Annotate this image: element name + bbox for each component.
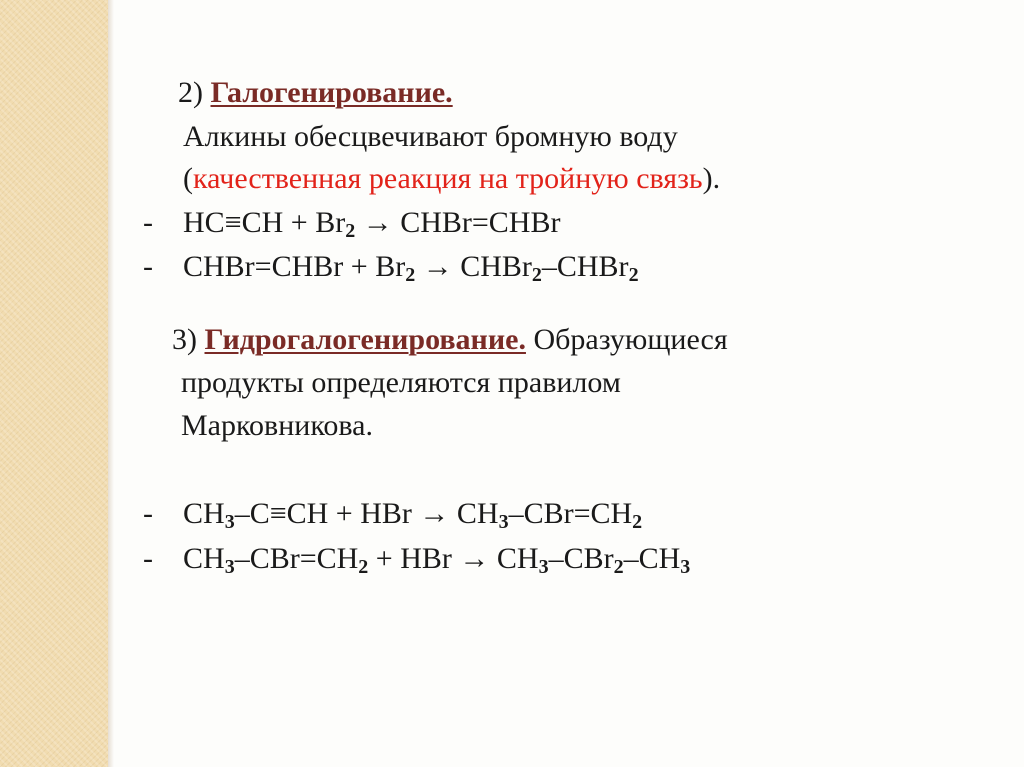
formula-part: CHBr=CHBr + Br bbox=[183, 250, 406, 283]
section2-heading: Галогенирование. bbox=[210, 76, 453, 109]
list-dash: - bbox=[143, 542, 153, 575]
reaction-equation bbox=[183, 497, 642, 531]
subscript: 3 bbox=[680, 556, 691, 578]
paren-open: ( bbox=[183, 162, 193, 195]
paren-close: ). bbox=[702, 162, 721, 195]
section2-text-line2 bbox=[183, 162, 720, 196]
section2-title-line bbox=[178, 76, 453, 110]
subscript: 2 bbox=[531, 264, 542, 286]
side-band-shadow bbox=[108, 0, 114, 767]
section2-number: 2) bbox=[178, 76, 211, 109]
subscript: 2 bbox=[405, 264, 416, 286]
section3-text-line2: продукты определяются правилом bbox=[181, 366, 621, 399]
formula-part: –CHBr bbox=[541, 250, 629, 283]
section3-title-line bbox=[172, 323, 728, 357]
subscript: 2 bbox=[632, 511, 643, 533]
formula-part: + HBr → CH bbox=[368, 542, 539, 575]
section3-text-line3: Марковникова. bbox=[181, 409, 373, 442]
section3-number: 3) bbox=[172, 323, 205, 356]
reaction-row bbox=[143, 206, 153, 240]
subscript: 3 bbox=[224, 511, 235, 533]
subscript: 3 bbox=[498, 511, 509, 533]
subscript: 2 bbox=[345, 220, 356, 242]
list-dash: - bbox=[143, 497, 153, 530]
decorative-side-band bbox=[0, 0, 108, 767]
list-dash: - bbox=[143, 250, 153, 283]
qualitative-reaction-note: качественная реакция на тройную связь bbox=[193, 162, 703, 195]
subscript: 3 bbox=[538, 556, 549, 578]
formula-part: CH bbox=[183, 497, 225, 530]
subscript: 2 bbox=[613, 556, 624, 578]
section3-heading: Гидрогалогенирование. bbox=[204, 323, 526, 356]
formula-part: –CH bbox=[623, 542, 681, 575]
subscript: 3 bbox=[224, 556, 235, 578]
reaction-equation bbox=[183, 206, 560, 240]
reaction-row bbox=[143, 497, 153, 531]
formula-part: –CBr bbox=[548, 542, 614, 575]
section2-text-line1: Алкины обесцвечивают бромную воду bbox=[183, 120, 678, 153]
section3-text-line1: Образующиеся bbox=[525, 323, 728, 356]
subscript: 2 bbox=[628, 264, 639, 286]
formula-part: CH bbox=[183, 542, 225, 575]
reaction-equation bbox=[183, 542, 690, 576]
formula-part: → CHBr bbox=[415, 250, 532, 283]
reaction-row bbox=[143, 250, 153, 284]
subscript: 2 bbox=[358, 556, 369, 578]
formula-part: → CHBr=CHBr bbox=[355, 206, 561, 239]
formula-part: –CBr=CH bbox=[234, 542, 359, 575]
formula-part: –CBr=CH bbox=[508, 497, 633, 530]
reaction-equation bbox=[183, 250, 639, 284]
formula-part: –C≡CH + HBr → CH bbox=[234, 497, 499, 530]
list-dash: - bbox=[143, 206, 153, 239]
formula-part: HC≡CH + Br bbox=[183, 206, 346, 239]
reaction-row bbox=[143, 542, 153, 576]
